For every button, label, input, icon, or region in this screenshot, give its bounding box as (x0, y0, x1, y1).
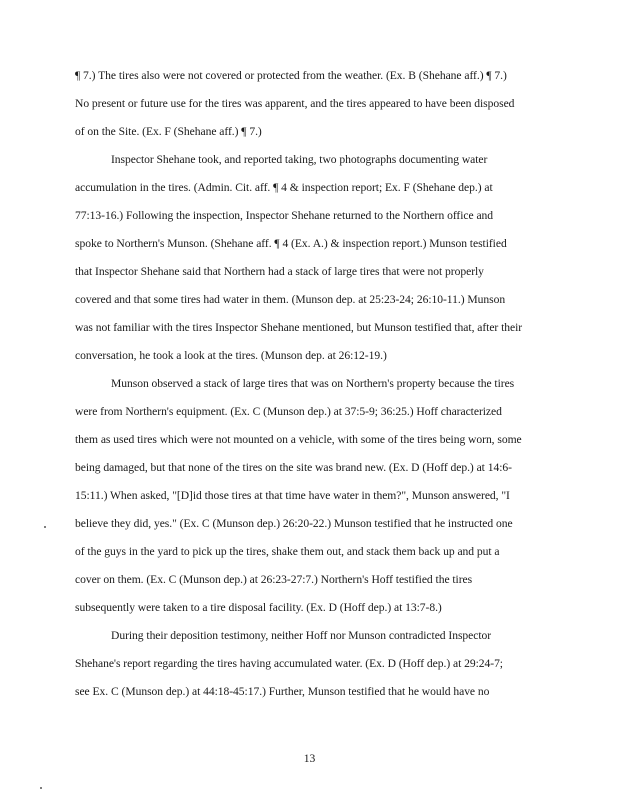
paragraph-first-line: Inspector Shehane took, and reported taking, two photographs documenting water (111, 153, 488, 166)
body-line: spoke to Northern's Munson. (Shehane aff. ¶ 4 (Ex. A.) & inspection report.) Munson testified (75, 237, 507, 250)
body-line: covered and that some tires had water in them. (Munson dep. at 25:23-24; 26:10-11.) Munson (75, 293, 506, 306)
page-number: 13 (303, 752, 316, 765)
body-line: accumulation in the tires. (Admin. Cit. aff. ¶ 4 & inspection report; Ex. F (Shehane dep.) at (75, 181, 493, 194)
paragraph-first-line: Munson observed a stack of large tires that was on Northern's property because the tires (111, 377, 515, 390)
body-line: being damaged, but that none of the tires on the site was brand new. (Ex. D (Hoff dep.) at 14:6- (75, 461, 512, 474)
paragraph-first-line: During their deposition testimony, neither Hoff nor Munson contradicted Inspector (111, 629, 492, 642)
body-line: cover on them. (Ex. C (Munson dep.) at 26:23-27:7.) Northern's Hoff testified the tires (75, 573, 473, 586)
body-line: Shehane's report regarding the tires having accumulated water. (Ex. D (Hoff dep.) at 29:24-7; (75, 657, 503, 670)
body-line: that Inspector Shehane said that Northern had a stack of large tires that were not properly (75, 265, 484, 278)
scan-speck (40, 787, 42, 789)
body-line: were from Northern's equipment. (Ex. C (Munson dep.) at 37:5-9; 36:25.) Hoff characterized (75, 405, 502, 418)
body-line: 15:11.) When asked, "[D]id those tires at that time have water in them?", Munson answered, "I (75, 489, 510, 502)
body-line: them as used tires which were not mounted on a vehicle, with some of the tires being worn, some (75, 433, 522, 446)
scan-speck (44, 526, 46, 528)
body-line: of on the Site. (Ex. F (Shehane aff.) ¶ 7.) (75, 125, 262, 138)
body-line: ¶ 7.) The tires also were not covered or protected from the weather. (Ex. B (Shehane aff.) ¶ 7.) (75, 69, 507, 82)
body-line: conversation, he took a look at the tires. (Munson dep. at 26:12-19.) (75, 349, 387, 362)
body-line: believe they did, yes." (Ex. C (Munson dep.) 26:20-22.) Munson testified that he instructed one (75, 517, 513, 530)
body-line: subsequently were taken to a tire disposal facility. (Ex. D (Hoff dep.) at 13:7-8.) (75, 601, 442, 614)
body-line: see Ex. C (Munson dep.) at 44:18-45:17.) Further, Munson testified that he would have no (75, 685, 490, 698)
body-line: was not familiar with the tires Inspector Shehane mentioned, but Munson testified that, after their (75, 321, 523, 334)
body-line: of the guys in the yard to pick up the tires, shake them out, and stack them back up and put a (75, 545, 500, 558)
body-line: 77:13-16.) Following the inspection, Inspector Shehane returned to the Northern office and (75, 209, 494, 222)
body-line: No present or future use for the tires was apparent, and the tires appeared to have been disposed (75, 97, 515, 110)
